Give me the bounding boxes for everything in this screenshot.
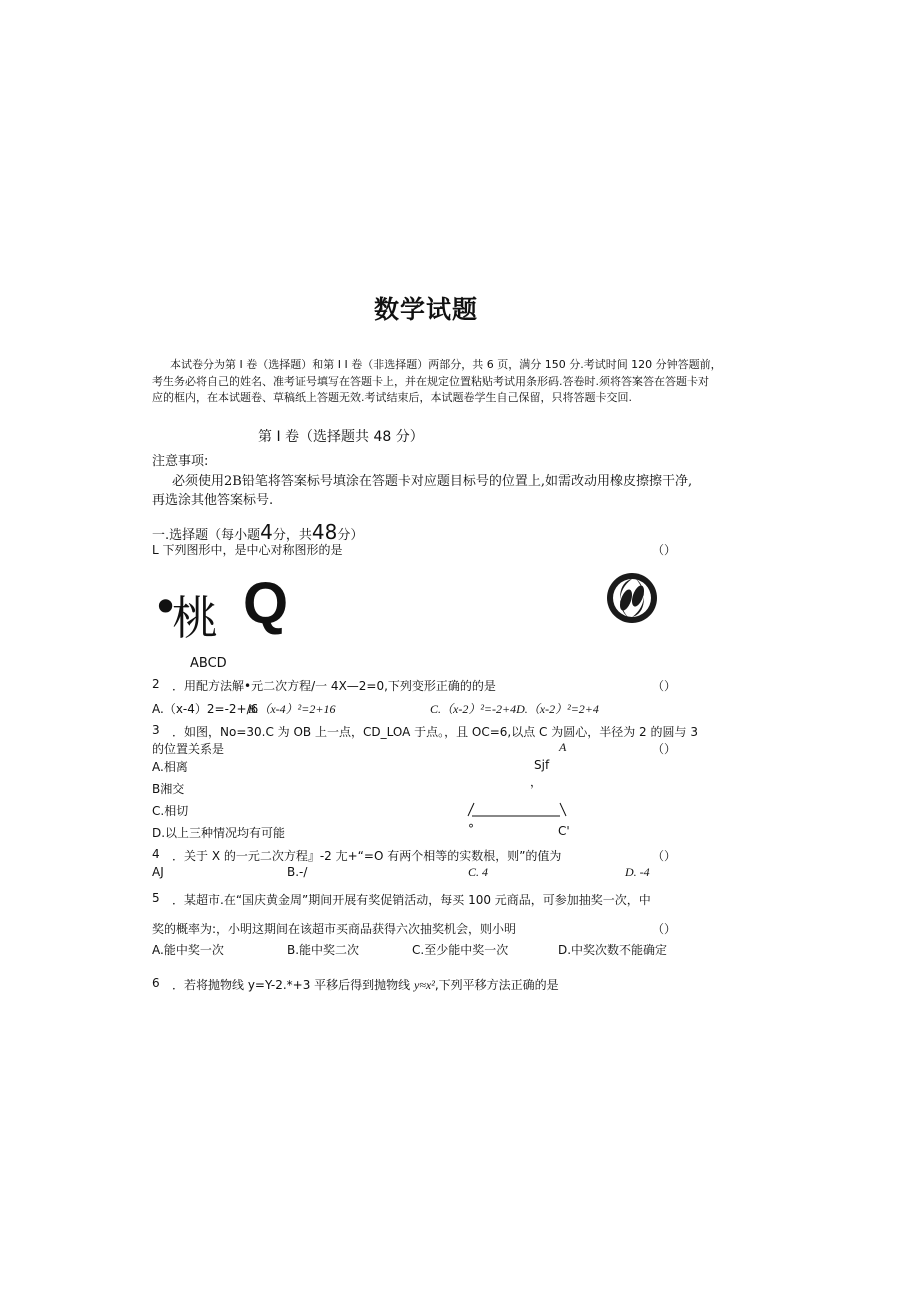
q5-option-b: B.能中奖二次 xyxy=(287,943,360,957)
q6-stem-start: ．若将抛物线 y=Y-2.*+3 平移后得到抛物线 xyxy=(172,978,411,992)
page-title: 数学试题 xyxy=(373,295,478,324)
q5-option-c: C.至少能中奖一次 xyxy=(412,943,509,957)
q2-stem: ．用配方法解•元二次方程/一 4X—2=0,下列变形正确的的是 xyxy=(172,679,496,693)
q3-answer-paren: （） xyxy=(652,742,677,756)
q1-answer-paren: （） xyxy=(652,543,677,557)
section-prefix: 一.选择题（每小题 xyxy=(152,528,261,543)
q3-stem-2: 的位置关系是 xyxy=(152,742,225,756)
q3-number: 3 xyxy=(152,723,160,737)
q1-option-labels: ABCD xyxy=(190,656,227,671)
section-suffix: 分） xyxy=(337,528,364,543)
q2-option-b: B.（x-4）²=2+16 xyxy=(248,702,336,716)
q3-option-a: A.相离 xyxy=(152,760,188,774)
q6-formula: y≈x² xyxy=(414,978,435,992)
intro-line-3: 应的框内，在本试题卷、草稿纸上答题无效.考试结束后，本试题卷学生自己保留，只将答题卡交回. xyxy=(152,391,632,404)
volume-title: 第 I 卷（选择题共 48 分） xyxy=(258,429,424,445)
q3-figure-label-o: ° xyxy=(468,822,474,836)
q4-stem: ．关于 X 的一元二次方程』-2 尢+“=O 有两个相等的实数根，则”的值为 xyxy=(172,849,562,863)
q3-option-b: B湘交 xyxy=(152,782,185,796)
q2-number: 2 xyxy=(152,677,160,691)
q2-answer-paren: （） xyxy=(652,679,677,693)
q4-option-b: B.-/ xyxy=(287,865,308,879)
q3-figure-label-c: C' xyxy=(558,824,570,838)
q3-option-c: C.相切 xyxy=(152,804,189,818)
q4-option-d: D. -4 xyxy=(625,865,650,879)
q5-stem: ．某超市.在“国庆黄金周”期间开展有奖促销活动，每买 100 元商品，可参加抽奖一次，中 xyxy=(172,893,651,907)
section-num-1: 4 xyxy=(260,520,273,544)
q3-option-d: D.以上三种情况均有可能 xyxy=(152,826,286,840)
q5-option-d: D.中奖次数不能确定 xyxy=(558,943,668,957)
intro-line-2: 考生务必将自己的姓名、准考证号填写在答题卡上，并在规定位置粘贴考试用条形码.答卷时.须将答案答在答题卡对 xyxy=(152,375,709,388)
q1-stem: L 下列图形中，是中心对称图形的是 xyxy=(152,543,343,557)
notes-line-2: 再选涂其他答案标号. xyxy=(152,493,274,508)
notes-line-1: 必须使用2B铅笔将答案标号填涂在答题卡对应题目标号的位置上,如需改动用橡皮擦擦干净, xyxy=(172,474,693,489)
q6-stem xyxy=(172,976,559,993)
q1-figure-d-symbol xyxy=(604,570,660,626)
q3-figure-mark: ， xyxy=(530,775,543,789)
section-num-2: 48 xyxy=(311,520,338,544)
q5-stem-2: 奖的概率为:，小明这期间在该超市买商品获得六次抽奖机会，则小明 xyxy=(152,922,517,936)
q1-figure-a: • xyxy=(152,580,180,634)
q5-option-a: A.能中奖一次 xyxy=(152,943,224,957)
q3-figure-label-sjf: Sjf xyxy=(534,758,550,772)
q3-figure-label-a: A xyxy=(559,740,567,754)
q3-triangle-figure xyxy=(466,800,568,818)
q2-option-cd: C.（x-2）²=-2+4D.（x-2）²=2+4 xyxy=(430,702,599,716)
q6-number: 6 xyxy=(152,976,160,990)
intro-line-1: 本试卷分为第 I 卷（选择题）和第 I I 卷（非选择题）两部分，共 6 页，满分 150 分.考试时间 120 分钟答题前， xyxy=(170,358,722,371)
q4-answer-paren: （） xyxy=(652,849,677,863)
q4-number: 4 xyxy=(152,847,160,861)
q4-option-c: C. 4 xyxy=(468,865,489,879)
q6-stem-end: ,下列平移方法正确的是 xyxy=(434,978,559,992)
q5-answer-paren: （） xyxy=(652,922,677,936)
q3-stem: ．如图，No=30.C 为 OB 上一点，CD_LOA 于点。，且 OC=6,以点 C 为圆心，半径为 2 的圆与 3 xyxy=(172,725,698,739)
q4-option-a: AJ xyxy=(152,865,164,879)
q1-figure-b: 桃 xyxy=(172,591,218,645)
q1-figure-c: Q xyxy=(243,571,289,636)
section-mid: 分，共 xyxy=(272,528,312,543)
notes-heading: 注意事项: xyxy=(152,454,209,469)
q5-number: 5 xyxy=(152,891,160,905)
q2-option-a: A.（x-4）2=-2+/6 xyxy=(152,702,259,716)
